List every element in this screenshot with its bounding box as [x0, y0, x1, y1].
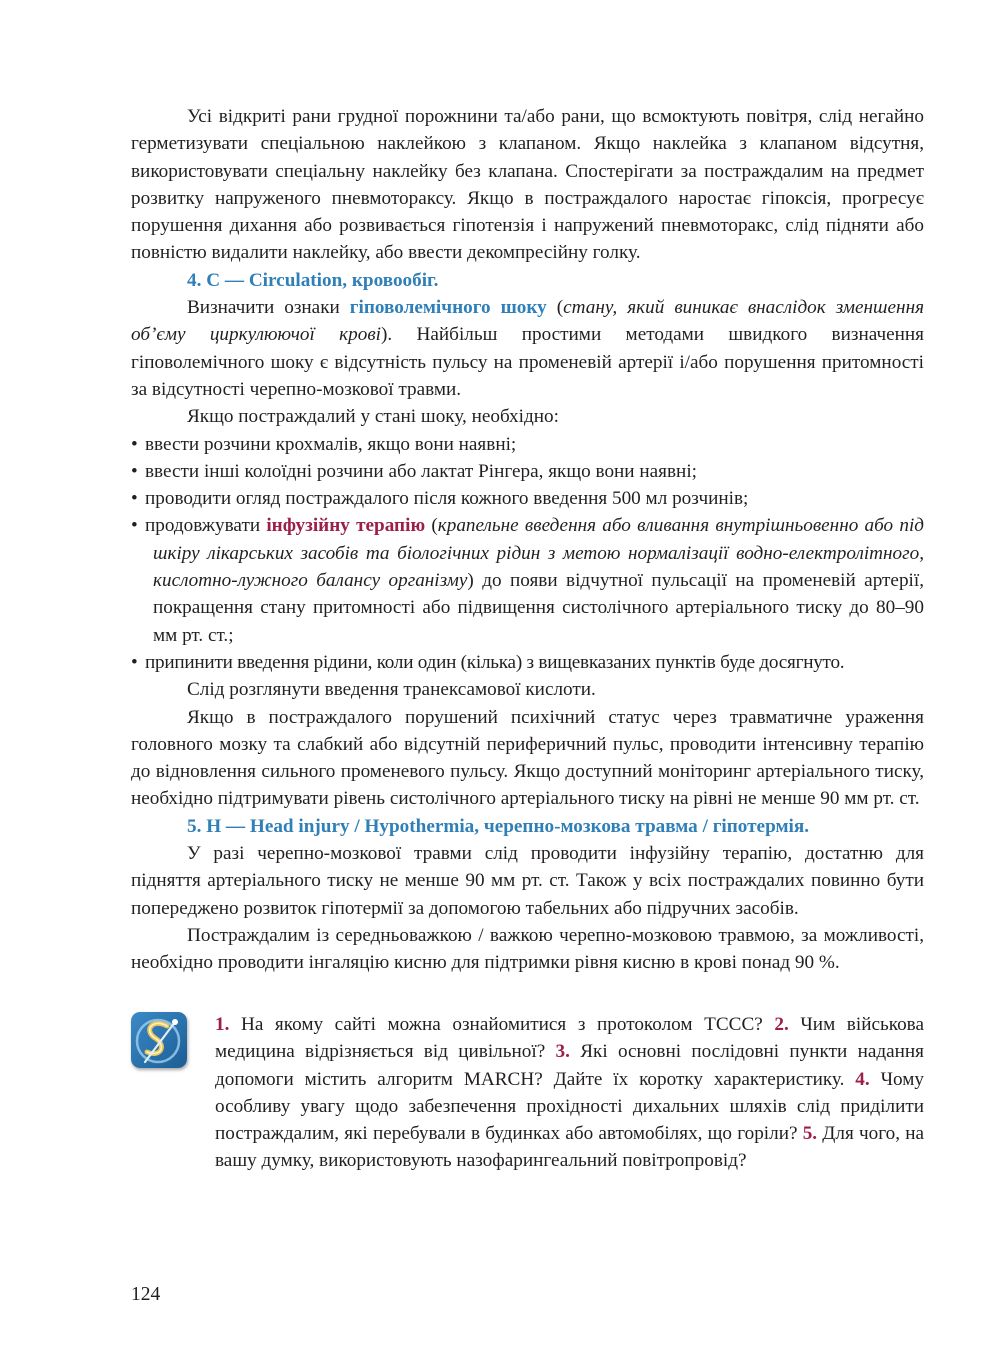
page-body [131, 103, 924, 977]
paragraph-hypovolemic-shock: Визначити ознаки гіповолемічного шоку (стану, який виникає внаслідок зменшення об’єму циркулюючої крові). Найбільш простими методами швидкого визначення гіповолемічного шоку є відсутність пульсу на променевій артерії і/або порушення притомності за відсутності черепно-мозкової травми. [131, 297, 925, 400]
question-number: 1. [215, 1014, 230, 1035]
paragraph-oxygen-inhalation: Постраждалим із середньоважкою / важкою черепно-мозковою травмою, за можливості, необхідно проводити інгаляцію кисню для підтримки рівня кисню в крові понад 90 %. [131, 924, 924, 974]
paragraph-mental-status: Якщо в постраждалого порушений психічний статус через травматичне ураження головного мозку та слабкий або відсутній периферичний пульс, проводити інтенсивну терапію до відновлення сильного променевого пульсу. Якщо доступний моніторинг артеріального тиску, необхідно підтримувати рівень систолічного артеріального тиску на рівні не менше 90 мм рт. ст. [131, 706, 924, 810]
paragraph-chest-wounds: Усі відкриті рани грудної порожнини та/або рани, що всмоктують повітря, слід негайно герметизувати спеціальною наклейкою з клапаном. Якщо наклейка з клапаном відсутня, використовувати спеціальну наклейку без клапана. Спостерігати за постраждалим на предмет розвитку напруженого пневмотораксу. Якщо в постраждалого наростає гіпоксія, прогресує порушення дихання або розвивається гіпотензія і напружений пневмоторакс, слід підняти або повністю видалити наклейку, або ввести декомпресійну голку. [131, 106, 924, 264]
question-text: Чим військова медицина відрізняється від цивільної? [215, 1014, 924, 1063]
heading-circulation: 4. С — Circulation, кровообіг. [187, 269, 439, 291]
list-item: • припинити введення рідини, коли один (кілька) з вищевказаних пунктів буде досягнуто. [131, 649, 924, 676]
question-number: 5. [802, 1123, 818, 1145]
list-item: • продовжувати інфузійну терапію (крапельне введення або вливання внутрішньовенно або під шкіру лікарських засобів та біологічних рідин з метою нормалізації водно-електролітного, кислотно-лужного балансу організму) до появи відчутної пульсації на променевій артерії, покращення стану притомності або підвищення систолічного артеріального тиску до 80–90 мм рт. ст.; [131, 512, 924, 648]
list-item: • проводити огляд постраждалого після кожного введення 500 мл розчинів; [131, 485, 924, 512]
page-number: 124 [131, 1284, 161, 1305]
list-item: • ввести інші колоїдні розчини або лактат Рінгера, якщо вони наявні; [131, 458, 924, 485]
definition-hypovolemic-shock: стану, який виникає внаслідок зменшення об’єму циркулюючої крові [131, 297, 925, 346]
question-number: 3. [555, 1041, 570, 1063]
question-text: Для чого, на вашу думку, використовують назофарингеальний повітропровід? [215, 1123, 924, 1172]
heading-head-injury: 5. Н — Head injury / Hypothermia, черепно-мозкова травма / гіпотермія. [187, 815, 810, 837]
shock-actions-list [131, 431, 924, 677]
question-number: 2. [774, 1014, 789, 1035]
question-text: Які основні послідовні пункти надання допомоги містить алгоритм MARCH? Дайте їх коротку характеристику. [215, 1041, 924, 1090]
review-questions [131, 1011, 924, 1172]
paragraph-tranexamic-acid: Слід розглянути введення транексамової кислоти. [187, 679, 596, 701]
questions-text [215, 1011, 924, 1175]
term-infusion-therapy: інфузійну терапію [266, 515, 426, 537]
question-text: Чому особливу увагу щодо забезпечення прохідності дихальних шляхів слід приділити постраждалим, які перебували в будинках або автомобілях, що горіли? [215, 1068, 924, 1145]
questions-icon [131, 1012, 187, 1068]
paragraph-shock-intro: Якщо постраждалий у стані шоку, необхідно: [187, 406, 559, 428]
definition-infusion-therapy: крапельне введення або вливання внутрішньовенно або під шкіру лікарських засобів та біологічних рідин з метою нормалізації водно-електролітного, кислотно-лужного балансу організму [153, 515, 925, 592]
term-hypovolemic-shock: гіповолемічного шоку [349, 297, 547, 319]
list-item: • ввести розчини крохмалів, якщо вони наявні; [131, 431, 924, 458]
question-number: 4. [855, 1068, 870, 1090]
question-text: На якому сайті можна ознайомитися з протоколом TCCC? [229, 1014, 775, 1035]
paragraph-brain-injury-infusion: У разі черепно-мозкової травми слід проводити інфузійну терапію, достатню для підняття артеріального тиску не менше 90 мм рт. ст. Також у всіх постраждалих повинно бути попереджено розвиток гіпотермії за допомогою табельних або підручних засобів. [131, 843, 924, 919]
